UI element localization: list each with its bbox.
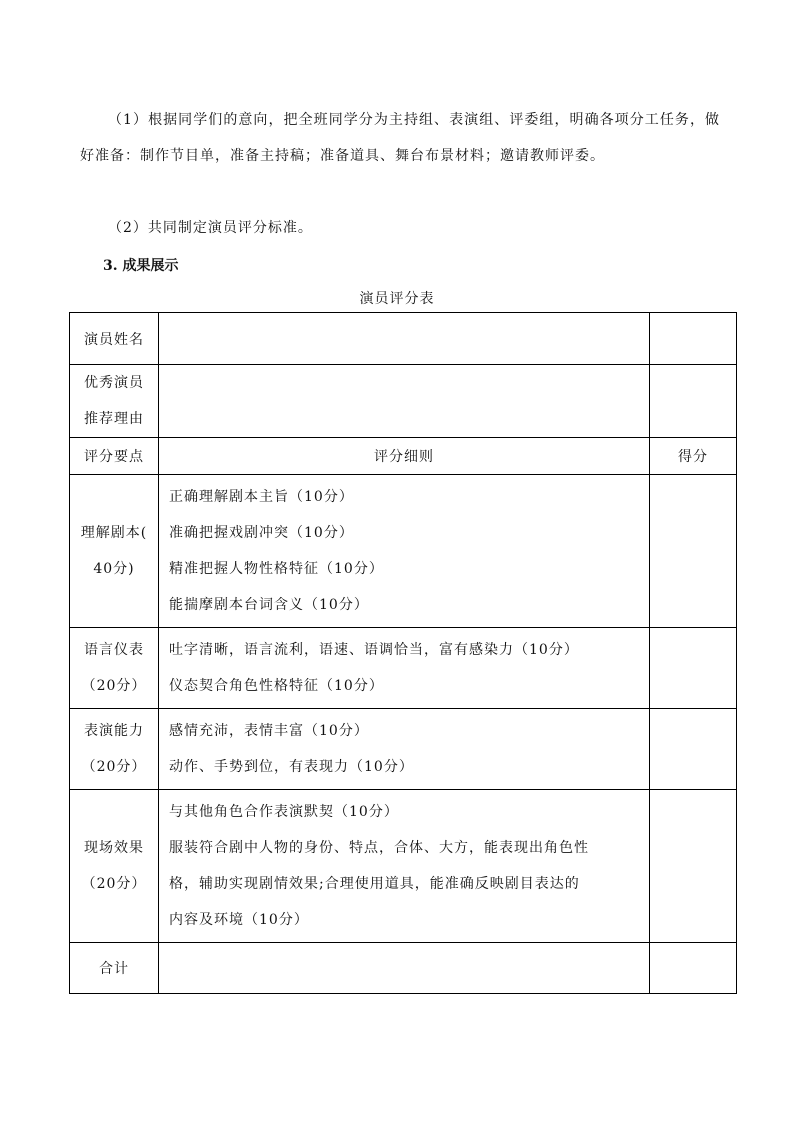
detail-line: 正确理解剧本主旨（10分） [169,489,354,505]
header-criteria: 评分要点 [70,438,159,475]
total-details-cell [159,943,650,994]
label-line: 理解剧本( [80,525,148,541]
paragraph-preparation: （1）根据同学们的意向，把全班同学分为主持组、表演组、评委组，明确各项分工任务，做好准备：制作节目单，准备主持稿；准备道具、舞台布景材料；邀请教师评委。 [80,112,720,164]
label-line: 优秀演员 [84,375,144,391]
table-total-row [70,943,737,994]
details-cell [159,475,650,628]
detail-line: 内容及环境（10分） [169,912,309,928]
recommend-reason-extra-cell[interactable] [650,365,737,438]
table-row [70,709,737,790]
detail-line: 格，辅助实现剧情效果;合理使用道具，能准确反映剧目表达的 [169,876,580,892]
label-line: （20分） [81,678,147,694]
recommend-reason-cell[interactable] [159,365,650,438]
section-heading: 3. 成果展示 [103,258,179,274]
detail-line: 准确把握戏剧冲突（10分） [169,525,354,541]
score-cell[interactable] [650,475,737,628]
total-score-cell[interactable] [650,943,737,994]
table-row [70,365,737,438]
table-header-row [70,438,737,475]
actor-name-label: 演员姓名 [70,313,159,365]
actor-score-table [69,312,737,994]
criteria-cell [70,628,159,709]
detail-line: 感情充沛，表情丰富（10分） [169,723,369,739]
header-details: 评分细则 [159,438,650,475]
table-row [70,628,737,709]
score-cell[interactable] [650,709,737,790]
table-title: 演员评分表 [359,291,435,307]
detail-line: 服装符合剧中人物的身份、特点，合体、大方，能表现出角色性 [169,840,589,856]
table-row [70,475,737,628]
table-row [70,790,737,943]
label-line: 推荐理由 [84,411,144,427]
detail-line: 吐字清晰，语言流利，语速、语调恰当，富有感染力（10分） [169,642,579,658]
details-cell [159,628,650,709]
details-cell [159,790,650,943]
details-cell [159,709,650,790]
detail-line: 与其他角色合作表演默契（10分） [169,804,399,820]
total-label: 合计 [70,943,159,994]
header-score: 得分 [650,438,737,475]
actor-name-extra-cell[interactable] [650,313,737,365]
score-cell[interactable] [650,628,737,709]
label-line: 语言仪表 [84,642,144,658]
detail-line: 精准把握人物性格特征（10分） [169,561,384,577]
table-row [70,313,737,365]
detail-line: 动作、手势到位，有表现力（10分） [169,759,414,775]
detail-line: 仪态契合角色性格特征（10分） [169,678,384,694]
label-line: 40分) [93,561,135,577]
label-line: 现场效果 [84,840,144,856]
label-line: 表演能力 [84,723,144,739]
detail-line: 能揣摩剧本台词含义（10分） [169,597,369,613]
criteria-cell [70,790,159,943]
paragraph-scoring-standard: （2）共同制定演员评分标准。 [108,220,313,236]
criteria-cell [70,709,159,790]
label-line: （20分） [81,876,147,892]
label-line: （20分） [81,759,147,775]
actor-name-cell[interactable] [159,313,650,365]
recommend-reason-label [70,365,159,438]
score-cell[interactable] [650,790,737,943]
criteria-cell [70,475,159,628]
